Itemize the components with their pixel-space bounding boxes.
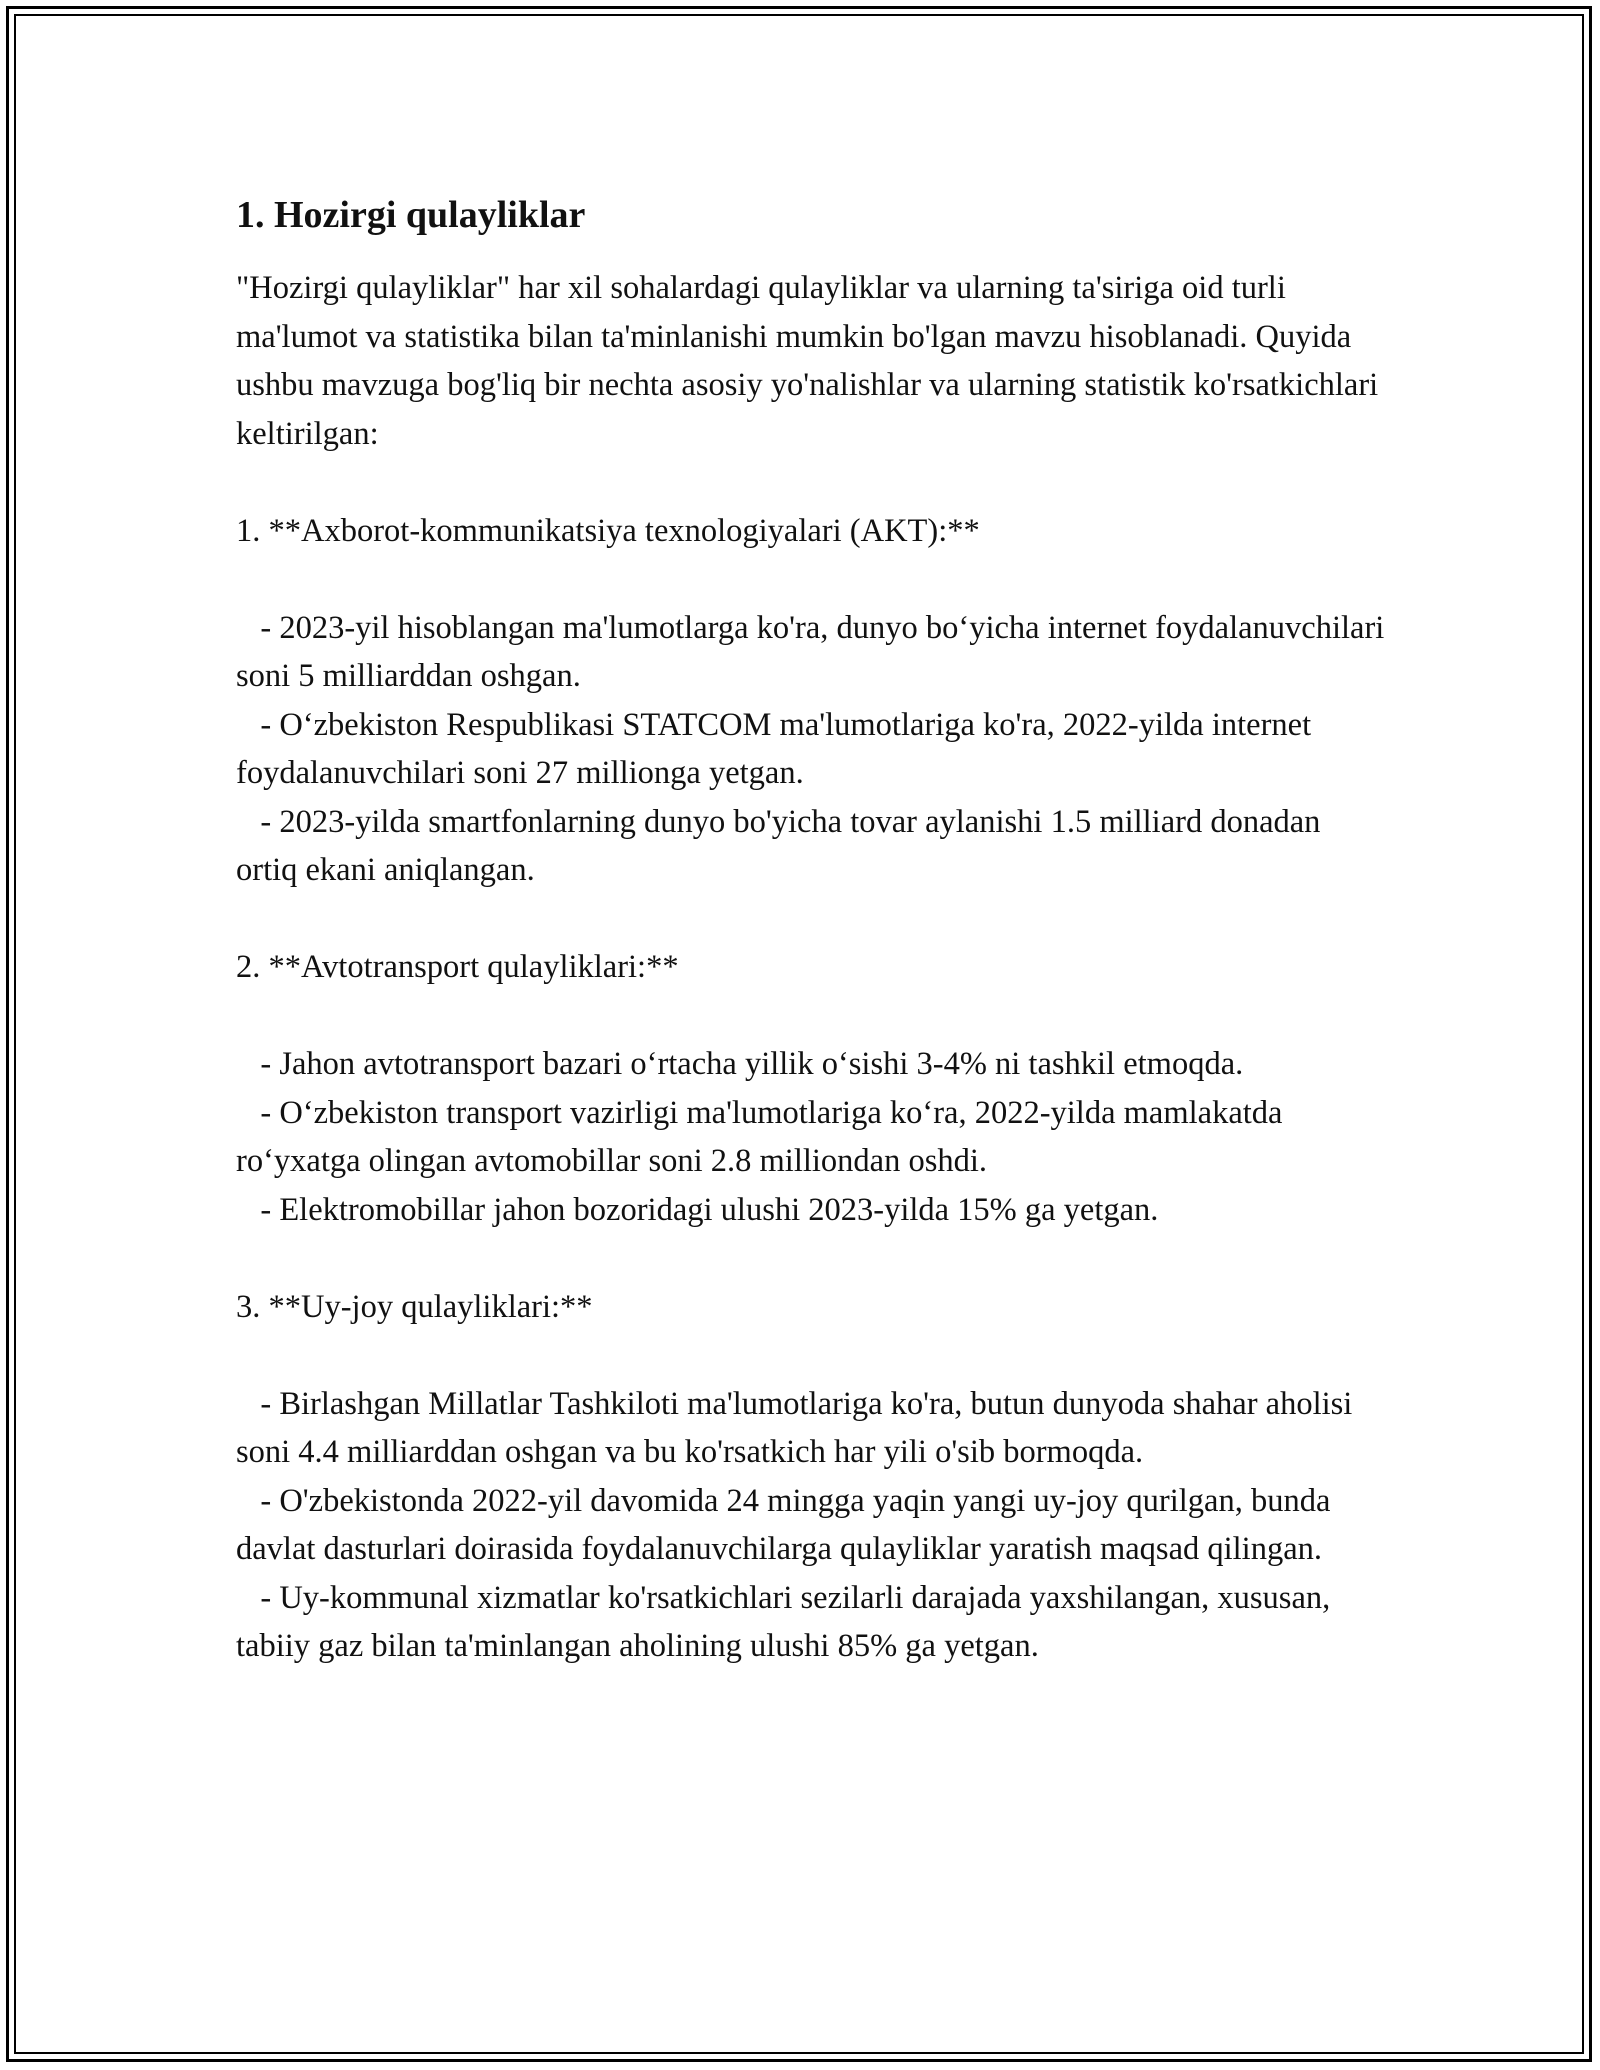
- spacer: [236, 895, 1386, 944]
- list-item: - 2023-yilda smartfonlarning dunyo bo'yicha tovar aylanishi 1.5 milliard donadan ortiq ekani aniqlangan.: [236, 803, 1329, 888]
- document-body: [236, 188, 1393, 1671]
- section-heading-uy-joy: 3. **Uy-joy qulayliklari:**: [236, 1288, 593, 1325]
- spacer: [236, 458, 1386, 507]
- spacer: [236, 992, 1386, 1041]
- list-item: - 2023-yil hisoblangan ma'lumotlarga ko'ra, dunyo bo‘yicha internet foydalanuvchilari soni 5 milliarddan oshgan.: [236, 609, 1393, 694]
- spacer: [236, 1331, 1386, 1380]
- list-item: - Uy-kommunal xizmatlar ko'rsatkichlari sezilarli darajada yaxshilangan, xususan, tabiiy gaz bilan ta'minlangan aholining ulushi 85% ga yetgan.: [236, 1579, 1339, 1664]
- list-item: - Jahon avtotransport bazari o‘rtacha yillik o‘sishi 3-4% ni tashkil etmoqda.: [236, 1046, 1244, 1082]
- spacer: [236, 1234, 1386, 1283]
- spacer: [236, 555, 1386, 604]
- page-title: 1. Hozirgi qulayliklar: [236, 194, 586, 236]
- section-heading-avtotransport: 2. **Avtotransport qulayliklari:**: [236, 949, 679, 985]
- list-item: - O'zbekistonda 2022-yil davomida 24 mingga yaqin yangi uy-joy qurilgan, bunda davlat dasturlari doirasida foydalanuvchilarga qulayliklar yaratish maqsad qilingan.: [236, 1482, 1339, 1567]
- list-item: - Birlashgan Millatlar Tashkiloti ma'lumotlariga ko'ra, butun dunyoda shahar aholisi soni 4.4 milliarddan oshgan va bu ko'rsatkich har yili o'sib bormoqda.: [236, 1385, 1361, 1470]
- list-item: - Elektromobillar jahon bozoridagi ulushi 2023-yilda 15% ga yetgan.: [236, 1191, 1159, 1228]
- intro-paragraph: "Hozirgi qulayliklar" har xil sohalardagi qulayliklar va ularning ta'siriga oid turli ma'lumot va statistika bilan ta'minlanishi mumkin bo'lgan mavzu hisoblanadi. Quyida ushbu mavzuga bog'liq bir nechta asosiy yo'nalishlar va ularning statistik ko'rsatkichlari keltirilgan:: [236, 270, 1387, 452]
- section-heading-akt: 1. **Axborot-kommunikatsiya texnologiyalari (AKT):**: [236, 512, 980, 549]
- list-item: - O‘zbekiston transport vazirligi ma'lumotlariga ko‘ra, 2022-yilda mamlakatda ro‘yxatga olingan avtomobillar soni 2.8 milliondan oshdi.: [236, 1094, 1291, 1179]
- list-item: - O‘zbekiston Respublikasi STATCOM ma'lumotlariga ko'ra, 2022-yilda internet foydalanuvchilari soni 27 millionga yetgan.: [236, 706, 1320, 791]
